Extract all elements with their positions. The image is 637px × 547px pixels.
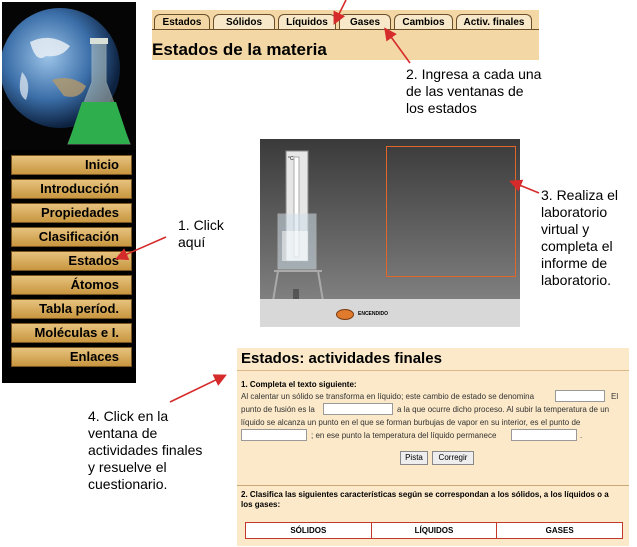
nav-item-enlaces[interactable]: Enlaces: [11, 347, 132, 367]
tab-estados[interactable]: Estados: [154, 14, 210, 30]
page-title: Estados de la materia: [152, 40, 327, 59]
annotation-step-2-line: los estados: [406, 100, 477, 116]
annotation-step-4-line: ventana de: [88, 425, 158, 441]
annotation-step-3-line: 3. Realiza el: [541, 187, 619, 203]
annotation-step-2-line: de las ventanas de: [406, 83, 524, 99]
nav-item-introduccion[interactable]: Introducción: [11, 179, 132, 199]
table-header-liquidos: LÍQUIDOS: [372, 523, 498, 538]
nav-item-inicio[interactable]: Inicio: [11, 155, 132, 175]
annotation-step-4-line: y resuelve el: [88, 459, 167, 475]
thermometer-unit: °C: [288, 156, 294, 162]
hint-button[interactable]: Pista: [400, 451, 428, 465]
annotation-step-3-line: informe de: [541, 255, 608, 271]
burner-label: ENCENDIDO: [358, 311, 389, 317]
annotation-step-1-line: aquí: [178, 234, 206, 250]
annotation-step-3-line: completa el: [541, 238, 613, 254]
annotation-step-4-line: cuestionario.: [88, 476, 168, 492]
question-2-title-line-1: 2. Clasifica las siguientes características según se correspondan a los sólidos, a los líquidos o a: [241, 490, 609, 499]
question-1-line-4-end: .: [580, 431, 583, 440]
annotation-step-3-line: laboratorio.: [541, 272, 612, 288]
nav-item-tabla-periodica[interactable]: Tabla períod.: [11, 299, 132, 319]
nav-item-propiedades[interactable]: Propiedades: [11, 203, 132, 223]
table-header-gases: GASES: [545, 526, 574, 535]
annotation-step-4-line: actividades finales: [88, 442, 203, 458]
question-1-line-1: Al calentar un sólido se transforma en líquido; este cambio de estado se denomina: [241, 392, 535, 401]
correct-button[interactable]: Corregir: [432, 451, 474, 465]
arrow-tab-liquidos: [335, 0, 346, 22]
nav-item-estados[interactable]: Estados: [11, 251, 132, 271]
annotation-step-3-line: laboratorio: [541, 204, 608, 220]
arrow-step-3: [512, 182, 539, 193]
table-header-solidos: SÓLIDOS: [246, 523, 372, 538]
tab-gases[interactable]: Gases: [339, 14, 391, 30]
arrow-step-1: [118, 237, 166, 258]
question-1-line-2b: a la que ocurre dicho proceso. Al subir la temperatura de un: [397, 405, 610, 414]
annotation-step-2-line: 2. Ingresa a cada una: [406, 66, 542, 82]
annotation-step-4-line: 4. Click en la: [88, 408, 169, 424]
question-1-line-1-end: El: [611, 392, 619, 401]
nav-item-atomos[interactable]: Átomos: [11, 275, 132, 295]
arrow-step-4: [170, 376, 224, 402]
tab-solidos[interactable]: Sólidos: [213, 14, 275, 30]
question-1-line-4: ; en ese punto la temperatura del líquido permanece: [311, 431, 497, 440]
arrow-step-2: [386, 30, 410, 63]
question-1-line-3: líquido se alcanza un punto en el que se forman burbujas de vapor en su interior, es el punto de: [241, 418, 581, 427]
activities-title: Estados: actividades finales: [241, 350, 442, 367]
tab-cambios[interactable]: Cambios: [394, 14, 453, 30]
question-2-title-line-2: los gases:: [241, 500, 281, 509]
nav-item-moleculas[interactable]: Moléculas e I.: [11, 323, 132, 343]
tab-activ-finales[interactable]: Activ. finales: [456, 14, 532, 30]
nav-item-clasificacion[interactable]: Clasificación: [11, 227, 132, 247]
annotation-step-1-line: 1. Click: [178, 217, 224, 233]
tab-liquidos[interactable]: Líquidos: [278, 14, 336, 30]
question-1-line-2a: punto de fusión es la: [241, 405, 315, 414]
annotation-step-3-line: virtual y: [541, 221, 590, 237]
question-1-title: 1. Completa el texto siguiente:: [241, 380, 357, 389]
